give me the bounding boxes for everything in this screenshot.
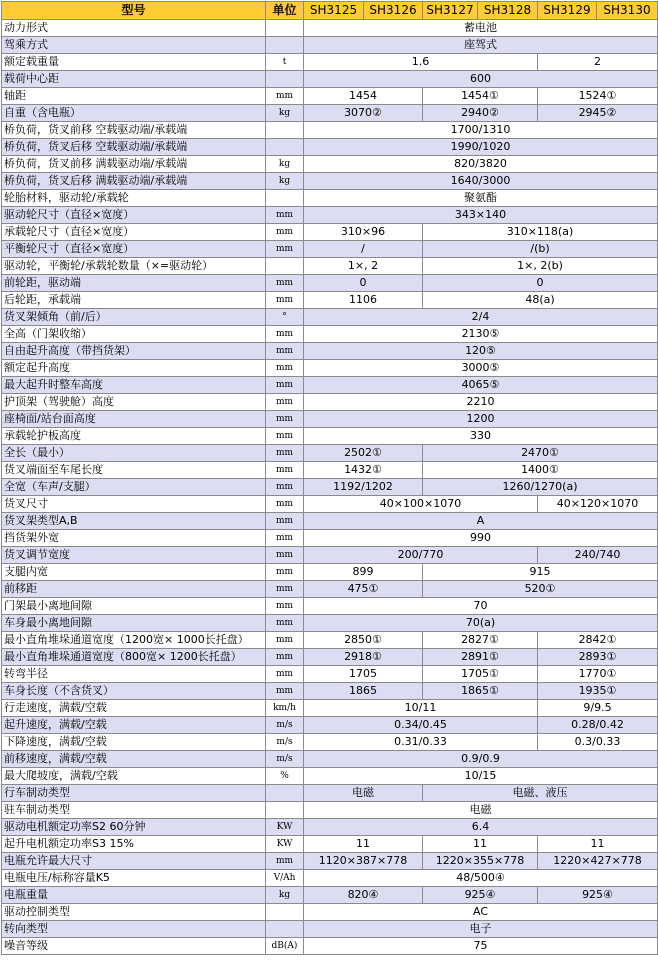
row-label: 转弯半径 xyxy=(2,666,266,683)
row-value: 1705 xyxy=(304,666,423,683)
table-row xyxy=(2,207,658,224)
row-value: 1220×427×778 xyxy=(538,853,658,870)
row-value: 1192/1202 xyxy=(304,479,423,496)
row-label: 货叉调节宽度 xyxy=(2,547,266,564)
row-value: 75 xyxy=(304,938,658,955)
row-label: 轮胎材料，驱动轮/承载轮 xyxy=(2,190,266,207)
table-row xyxy=(2,921,658,938)
row-label: 驱动控制类型 xyxy=(2,904,266,921)
table-row xyxy=(2,428,658,445)
row-value: 2827① xyxy=(423,632,538,649)
row-label: 驻车制动类型 xyxy=(2,802,266,819)
row-value: 990 xyxy=(304,530,658,547)
table-row xyxy=(2,479,658,496)
row-unit: dB(A) xyxy=(266,938,304,955)
spec-table xyxy=(1,1,658,955)
row-unit: kg xyxy=(266,156,304,173)
table-row xyxy=(2,292,658,309)
row-label: 电瓶电压/标称容量K5 xyxy=(2,870,266,887)
row-unit: KW xyxy=(266,836,304,853)
table-row xyxy=(2,343,658,360)
row-label: 桥负荷，货叉后移 空载驱动端/承载端 xyxy=(2,139,266,156)
table-row xyxy=(2,853,658,870)
table-row xyxy=(2,938,658,955)
row-value: 0 xyxy=(304,275,423,292)
row-value: 240/740 xyxy=(538,547,658,564)
row-unit: t xyxy=(266,54,304,71)
row-value: 1432① xyxy=(304,462,423,479)
row-value: 2 xyxy=(538,54,658,71)
row-unit: mm xyxy=(266,241,304,258)
row-label: 最小直角堆垛通道宽度（800宽× 1200长托盘） xyxy=(2,649,266,666)
row-value: 3070② xyxy=(304,105,423,122)
row-unit xyxy=(266,20,304,37)
row-unit: mm xyxy=(266,360,304,377)
row-value: 1770① xyxy=(538,666,658,683)
table-row xyxy=(2,122,658,139)
row-label: 桥负荷，货叉后移 满载驱动端/承载端 xyxy=(2,173,266,190)
row-label: 车身长度（不含货叉） xyxy=(2,683,266,700)
row-unit: kg xyxy=(266,887,304,904)
table-row xyxy=(2,734,658,751)
table-row xyxy=(2,20,658,37)
header-model: SH3125 xyxy=(304,2,364,20)
row-unit: mm xyxy=(266,275,304,292)
row-unit: m/s xyxy=(266,734,304,751)
table-row xyxy=(2,190,658,207)
row-value: 120⑤ xyxy=(304,343,658,360)
row-unit: mm xyxy=(266,462,304,479)
row-unit: mm xyxy=(266,632,304,649)
row-value: 2893① xyxy=(538,649,658,666)
row-label: 起升速度，满载/空载 xyxy=(2,717,266,734)
row-unit: mm xyxy=(266,377,304,394)
row-label: 前移速度，满载/空载 xyxy=(2,751,266,768)
row-value: 2918① xyxy=(304,649,423,666)
row-value: 915 xyxy=(423,564,658,581)
row-unit xyxy=(266,904,304,921)
row-unit: mm xyxy=(266,224,304,241)
row-label: 挡货架外宽 xyxy=(2,530,266,547)
row-label: 额定起升高度 xyxy=(2,360,266,377)
table-row xyxy=(2,751,658,768)
row-value: 1.6 xyxy=(304,54,538,71)
row-unit xyxy=(266,785,304,802)
table-row xyxy=(2,360,658,377)
row-label: 驱动轮，平衡轮/承载轮数量（×=驱动轮） xyxy=(2,258,266,275)
row-label: 驱动电机额定功率S2 60分钟 xyxy=(2,819,266,836)
row-value: 330 xyxy=(304,428,658,445)
row-value: 40×120×1070 xyxy=(538,496,658,513)
row-label: 承载轮尺寸（直径×宽度） xyxy=(2,224,266,241)
row-unit: mm xyxy=(266,428,304,445)
row-value: 11 xyxy=(304,836,423,853)
header-unit: 单位 xyxy=(266,2,304,20)
row-label: 自由起升高度（带挡货架） xyxy=(2,343,266,360)
table-row xyxy=(2,377,658,394)
row-value: 10/11 xyxy=(304,700,538,717)
table-row xyxy=(2,275,658,292)
row-unit: mm xyxy=(266,207,304,224)
row-value: 1400① xyxy=(423,462,658,479)
row-value: 6.4 xyxy=(304,819,658,836)
row-value: 40×100×1070 xyxy=(304,496,538,513)
row-value: 聚氨酯 xyxy=(304,190,658,207)
row-value: 48(a) xyxy=(423,292,658,309)
table-row xyxy=(2,615,658,632)
row-label: 噪音等级 xyxy=(2,938,266,955)
table-row xyxy=(2,649,658,666)
row-unit: kg xyxy=(266,105,304,122)
row-value: 11 xyxy=(538,836,658,853)
row-label: 全高（门架收缩） xyxy=(2,326,266,343)
row-unit: km/h xyxy=(266,700,304,717)
table-row xyxy=(2,768,658,785)
row-unit: mm xyxy=(266,581,304,598)
row-label: 车身最小离地间隙 xyxy=(2,615,266,632)
row-value: 2470① xyxy=(423,445,658,462)
row-unit: mm xyxy=(266,479,304,496)
row-unit: mm xyxy=(266,513,304,530)
table-row xyxy=(2,547,658,564)
table-row xyxy=(2,241,658,258)
row-label: 座椅面/站台面高度 xyxy=(2,411,266,428)
row-value: 1454① xyxy=(423,88,538,105)
row-value: 899 xyxy=(304,564,423,581)
table-row xyxy=(2,37,658,54)
row-value: 820④ xyxy=(304,887,423,904)
header-row xyxy=(2,2,658,20)
row-unit xyxy=(266,37,304,54)
row-value: 0 xyxy=(423,275,658,292)
row-value: 2502① xyxy=(304,445,423,462)
table-row xyxy=(2,394,658,411)
table-row xyxy=(2,836,658,853)
row-value: 820/3820 xyxy=(304,156,658,173)
table-row xyxy=(2,411,658,428)
table-row xyxy=(2,581,658,598)
header-model: SH3130 xyxy=(597,2,658,20)
row-unit: mm xyxy=(266,666,304,683)
table-row xyxy=(2,513,658,530)
row-value: 1200 xyxy=(304,411,658,428)
row-value: 电磁 xyxy=(304,802,658,819)
row-value: 310×118(a) xyxy=(423,224,658,241)
row-value: 0.34/0.45 xyxy=(304,717,538,734)
table-row xyxy=(2,496,658,513)
row-label: 转向类型 xyxy=(2,921,266,938)
row-value: 电磁、液压 xyxy=(423,785,658,802)
row-unit: mm xyxy=(266,326,304,343)
row-label: 最大爬坡度，满载/空载 xyxy=(2,768,266,785)
row-value: 70(a) xyxy=(304,615,658,632)
row-value: 座驾式 xyxy=(304,37,658,54)
row-label: 动力形式 xyxy=(2,20,266,37)
row-unit: kg xyxy=(266,173,304,190)
table-row xyxy=(2,224,658,241)
row-unit xyxy=(266,921,304,938)
row-unit: m/s xyxy=(266,717,304,734)
row-value: A xyxy=(304,513,658,530)
header-model: SH3129 xyxy=(538,2,597,20)
table-row xyxy=(2,887,658,904)
row-label: 电瓶允许最大尺寸 xyxy=(2,853,266,870)
row-value: 1×, 2 xyxy=(304,258,423,275)
row-label: 最小直角堆垛通道宽度（1200宽× 1000长托盘） xyxy=(2,632,266,649)
row-value: 1×, 2(b) xyxy=(423,258,658,275)
row-value: 1220×355×778 xyxy=(423,853,538,870)
row-unit: mm xyxy=(266,343,304,360)
row-label: 最大起升时整车高度 xyxy=(2,377,266,394)
row-value: 1524① xyxy=(538,88,658,105)
table-row xyxy=(2,309,658,326)
row-value: 925④ xyxy=(538,887,658,904)
row-label: 桥负荷，货叉前移 满载驱动端/承载端 xyxy=(2,156,266,173)
row-value: 925④ xyxy=(423,887,538,904)
row-unit xyxy=(266,139,304,156)
row-unit xyxy=(266,122,304,139)
row-unit xyxy=(266,190,304,207)
row-value: 200/770 xyxy=(304,547,538,564)
row-value: 4065⑤ xyxy=(304,377,658,394)
row-unit: mm xyxy=(266,598,304,615)
row-label: 全长（最小） xyxy=(2,445,266,462)
row-value: 600 xyxy=(304,71,658,88)
row-value: 0.3/0.33 xyxy=(538,734,658,751)
table-row xyxy=(2,139,658,156)
row-label: 货叉架类型A,B xyxy=(2,513,266,530)
row-label: 门架最小离地间隙 xyxy=(2,598,266,615)
row-label: 支腿内宽 xyxy=(2,564,266,581)
row-value: 520① xyxy=(423,581,658,598)
table-row xyxy=(2,564,658,581)
table-row xyxy=(2,105,658,122)
row-label: 平衡轮尺寸（直径×宽度） xyxy=(2,241,266,258)
row-value: 电磁 xyxy=(304,785,423,802)
row-value: 1260/1270(a) xyxy=(423,479,658,496)
table-row xyxy=(2,88,658,105)
row-value: 1865① xyxy=(423,683,538,700)
table-row xyxy=(2,156,658,173)
row-label: 全宽（车声/支腿） xyxy=(2,479,266,496)
row-value: 1120×387×778 xyxy=(304,853,423,870)
table-row xyxy=(2,173,658,190)
row-value: 310×96 xyxy=(304,224,423,241)
row-value: 电子 xyxy=(304,921,658,938)
header-model: SH3127 xyxy=(423,2,478,20)
row-value: 3000⑤ xyxy=(304,360,658,377)
row-unit xyxy=(266,802,304,819)
row-value: 2130⑤ xyxy=(304,326,658,343)
row-unit: ° xyxy=(266,309,304,326)
row-label: 自重（含电瓶） xyxy=(2,105,266,122)
row-value: 1705① xyxy=(423,666,538,683)
row-unit: mm xyxy=(266,615,304,632)
row-value: / xyxy=(304,241,423,258)
row-value: 1935① xyxy=(538,683,658,700)
row-value: 2850① xyxy=(304,632,423,649)
row-value: 2891① xyxy=(423,649,538,666)
row-label: 前轮距，驱动端 xyxy=(2,275,266,292)
row-unit: mm xyxy=(266,445,304,462)
table-row xyxy=(2,802,658,819)
row-value: 2/4 xyxy=(304,309,658,326)
table-row xyxy=(2,326,658,343)
row-label: 护顶架（驾驶舱）高度 xyxy=(2,394,266,411)
row-label: 后轮距，承载端 xyxy=(2,292,266,309)
row-value: 1640/3000 xyxy=(304,173,658,190)
header-model: SH3126 xyxy=(364,2,423,20)
row-unit: mm xyxy=(266,530,304,547)
table-row xyxy=(2,258,658,275)
row-label: 额定载重量 xyxy=(2,54,266,71)
table-row xyxy=(2,870,658,887)
row-label: 货叉端面至车尾长度 xyxy=(2,462,266,479)
row-unit xyxy=(266,71,304,88)
row-unit xyxy=(266,258,304,275)
table-row xyxy=(2,598,658,615)
table-row xyxy=(2,819,658,836)
row-value: 11 xyxy=(423,836,538,853)
row-value: 0.28/0.42 xyxy=(538,717,658,734)
row-label: 驾乘方式 xyxy=(2,37,266,54)
row-unit: mm xyxy=(266,853,304,870)
row-label: 轴距 xyxy=(2,88,266,105)
row-label: 起升电机额定功率S3 15% xyxy=(2,836,266,853)
row-value: 1106 xyxy=(304,292,423,309)
table-row xyxy=(2,632,658,649)
row-value: 343×140 xyxy=(304,207,658,224)
row-unit: mm xyxy=(266,547,304,564)
row-value: 70 xyxy=(304,598,658,615)
row-unit: mm xyxy=(266,683,304,700)
row-value: 2842① xyxy=(538,632,658,649)
row-unit: V/Ah xyxy=(266,870,304,887)
row-value: 2945② xyxy=(538,105,658,122)
row-unit: % xyxy=(266,768,304,785)
row-label: 货叉架倾角（前/后） xyxy=(2,309,266,326)
row-value: 475① xyxy=(304,581,423,598)
row-label: 下降速度，满载/空载 xyxy=(2,734,266,751)
row-label: 电瓶重量 xyxy=(2,887,266,904)
row-unit: mm xyxy=(266,411,304,428)
row-value: 0.9/0.9 xyxy=(304,751,658,768)
row-value: 1700/1310 xyxy=(304,122,658,139)
row-unit: KW xyxy=(266,819,304,836)
row-label: 前移距 xyxy=(2,581,266,598)
table-row xyxy=(2,71,658,88)
row-unit: mm xyxy=(266,88,304,105)
row-unit: mm xyxy=(266,394,304,411)
row-value: 0.31/0.33 xyxy=(304,734,538,751)
row-value: 1990/1020 xyxy=(304,139,658,156)
header-param: 型号 xyxy=(2,2,266,20)
row-value: 48/500④ xyxy=(304,870,658,887)
row-unit: m/s xyxy=(266,751,304,768)
row-label: 载荷中心距 xyxy=(2,71,266,88)
table-row xyxy=(2,785,658,802)
row-value: 1454 xyxy=(304,88,423,105)
row-value: AC xyxy=(304,904,658,921)
table-row xyxy=(2,462,658,479)
table-row xyxy=(2,530,658,547)
row-unit: mm xyxy=(266,649,304,666)
row-value: /(b) xyxy=(423,241,658,258)
table-row xyxy=(2,683,658,700)
table-row xyxy=(2,54,658,71)
row-value: 9/9.5 xyxy=(538,700,658,717)
table-row xyxy=(2,700,658,717)
row-label: 货叉尺寸 xyxy=(2,496,266,513)
row-value: 2940② xyxy=(423,105,538,122)
table-row xyxy=(2,666,658,683)
table-row xyxy=(2,904,658,921)
row-label: 桥负荷，货叉前移 空载驱动端/承载端 xyxy=(2,122,266,139)
table-row xyxy=(2,445,658,462)
row-value: 1865 xyxy=(304,683,423,700)
table-row xyxy=(2,717,658,734)
row-unit: mm xyxy=(266,292,304,309)
row-value: 2210 xyxy=(304,394,658,411)
row-unit: mm xyxy=(266,564,304,581)
row-label: 驱动轮尺寸（直径×宽度） xyxy=(2,207,266,224)
header-model: SH3128 xyxy=(478,2,538,20)
row-value: 10/15 xyxy=(304,768,658,785)
row-unit: mm xyxy=(266,496,304,513)
row-label: 行走速度，满载/空载 xyxy=(2,700,266,717)
row-label: 承载轮护板高度 xyxy=(2,428,266,445)
row-value: 蓄电池 xyxy=(304,20,658,37)
row-label: 行车制动类型 xyxy=(2,785,266,802)
